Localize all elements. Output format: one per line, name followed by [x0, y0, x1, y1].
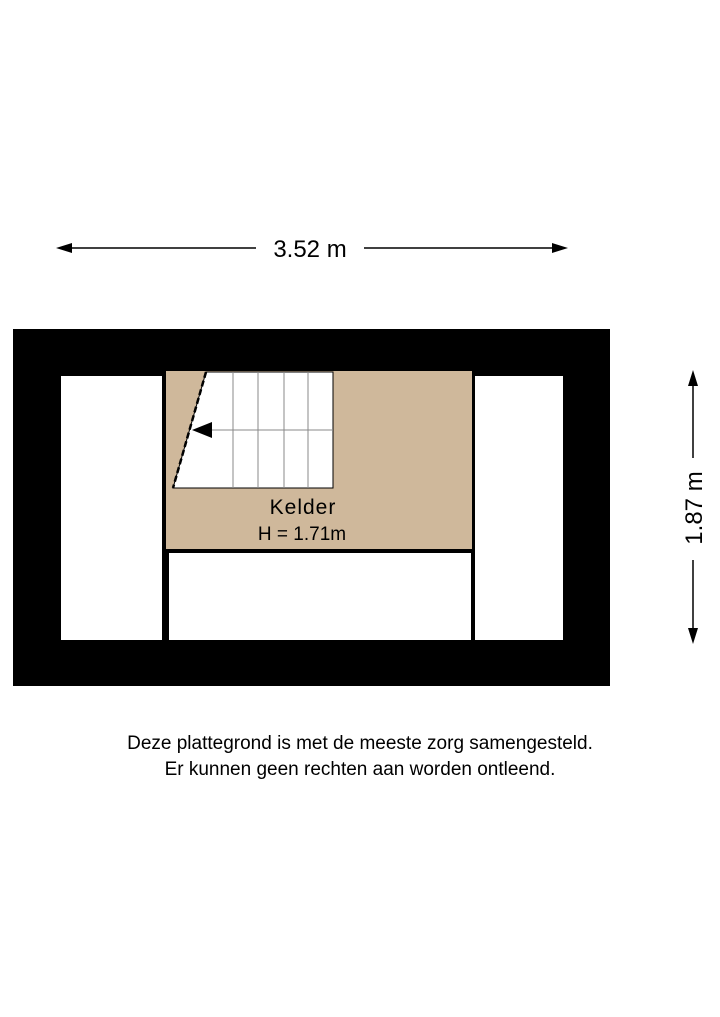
room-height: H = 1.71m — [257, 524, 347, 545]
void-left — [61, 376, 162, 640]
depth-dimension — [681, 370, 708, 644]
void-right — [475, 376, 563, 640]
width-dimension — [56, 236, 568, 263]
arrow-up-icon — [688, 370, 698, 386]
depth-label: 1.87 m — [681, 471, 708, 545]
arrow-right-icon — [552, 243, 568, 253]
void-bottom — [169, 553, 471, 640]
room-name: Kelder — [269, 496, 337, 519]
arrow-down-icon — [688, 628, 698, 644]
width-label: 3.52 m — [273, 236, 347, 263]
disclaimer-line-2: Er kunnen geen rechten aan worden ontleend. — [164, 759, 556, 780]
disclaimer-line-1: Deze plattegrond is met de meeste zorg samengesteld. — [127, 733, 593, 754]
arrow-left-icon — [56, 243, 72, 253]
